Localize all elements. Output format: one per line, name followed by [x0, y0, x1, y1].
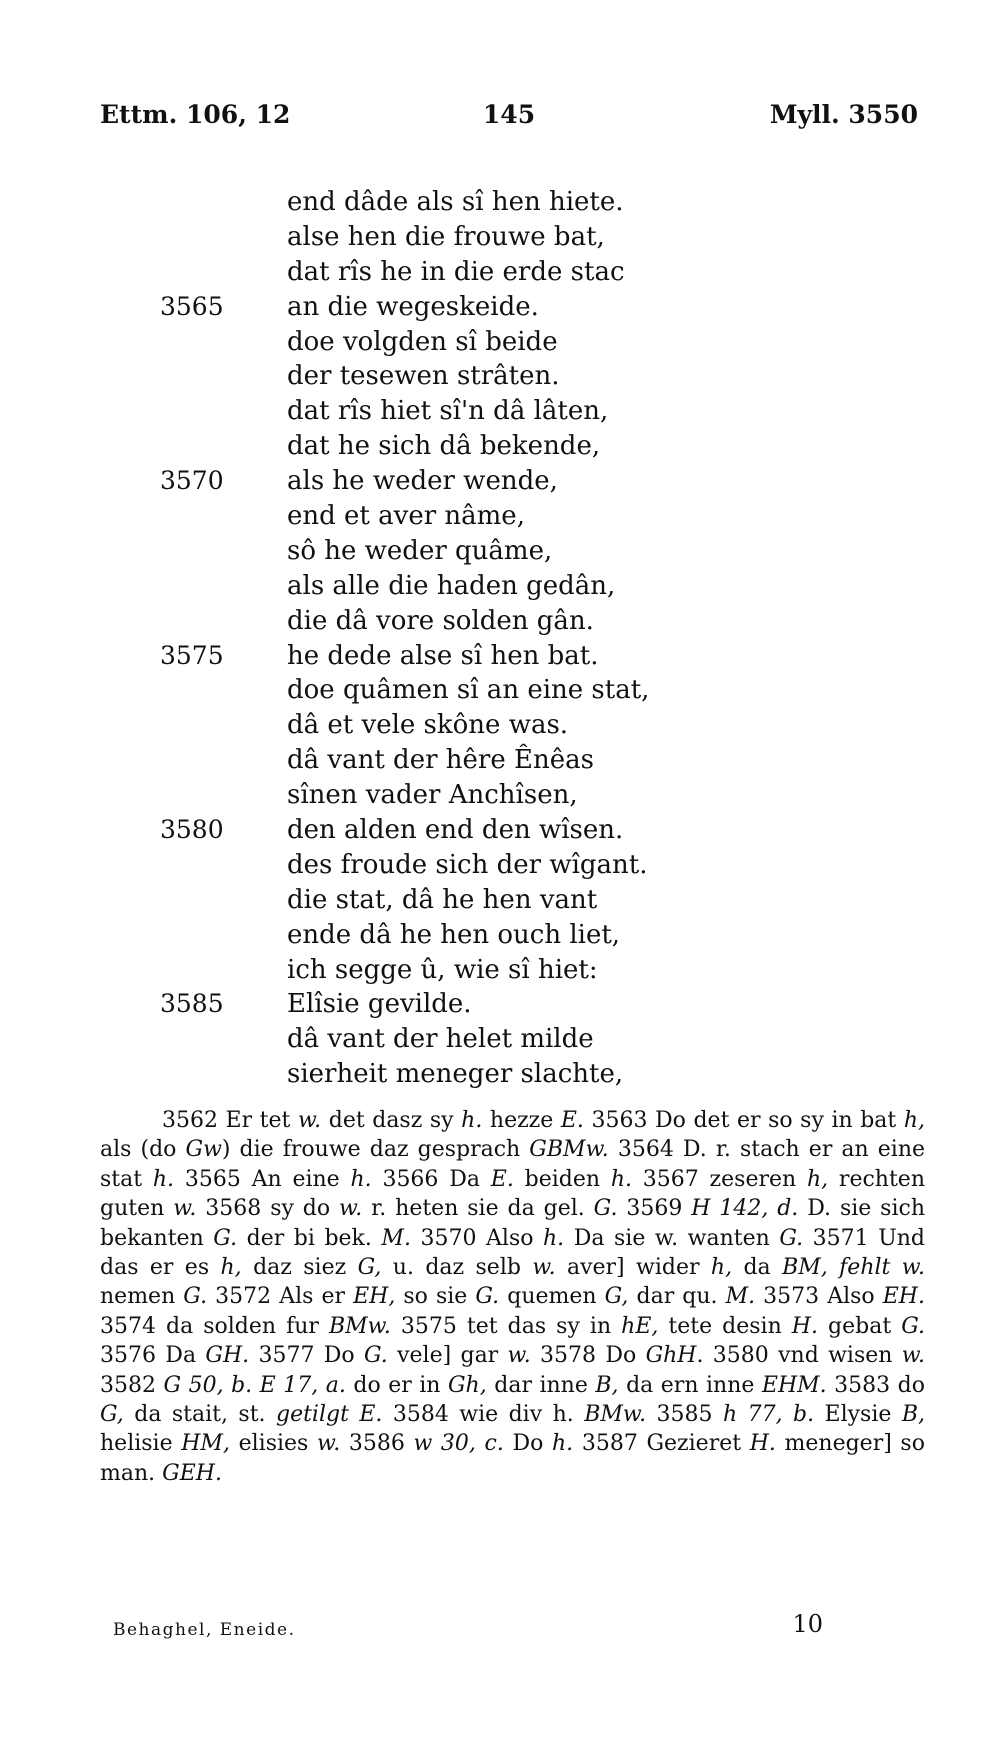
- siglum: EHM.: [761, 1372, 827, 1398]
- apparatus-text: da ern inne: [618, 1372, 762, 1398]
- verse-text-line: he dede alse sî hen bat.: [287, 640, 599, 671]
- verse-line: [160, 325, 760, 360]
- verse-text-line: als he weder wende,: [287, 466, 558, 497]
- siglum: w 30, c.: [413, 1431, 504, 1457]
- siglum: w.: [507, 1343, 531, 1369]
- verse-line: [160, 639, 760, 674]
- verse-number: 3580: [160, 815, 224, 845]
- verse-text-line: dat he sich dâ bekende,: [287, 431, 601, 462]
- apparatus-text: vele] gar: [387, 1343, 508, 1369]
- siglum: H.: [791, 1313, 818, 1339]
- apparatus-text: Da sie w. wanten: [564, 1225, 780, 1251]
- apparatus-text: beiden: [513, 1166, 611, 1192]
- apparatus-text: 3576 Da: [100, 1343, 206, 1369]
- siglum: h.: [152, 1166, 175, 1192]
- apparatus-text: 3578 Do: [530, 1343, 646, 1369]
- verse-text-line: end dâde als sî hen hiete.: [287, 187, 624, 217]
- apparatus-text: 3568 sy do: [196, 1196, 340, 1222]
- verse-line: [160, 534, 760, 569]
- apparatus-text: da: [732, 1255, 783, 1281]
- siglum: GH.: [205, 1343, 250, 1369]
- verse-line: [160, 394, 760, 429]
- siglum: G.: [213, 1225, 238, 1251]
- verse-text-line: sînen vader Anchîsen,: [287, 780, 578, 811]
- siglum: G.: [779, 1225, 804, 1251]
- page-footer: [113, 1610, 823, 1650]
- verse-text-line: sierheit meneger slachte,: [287, 1059, 624, 1090]
- apparatus-text: nemen: [100, 1284, 184, 1310]
- verse-line: [160, 464, 760, 499]
- siglum: G,: [357, 1255, 382, 1281]
- apparatus-text: daz siez: [241, 1255, 358, 1281]
- verse-text-line: dat rîs he in die erde stac: [287, 256, 625, 287]
- siglum: BMw.: [328, 1313, 391, 1339]
- apparatus-text: u. daz selb: [381, 1255, 533, 1281]
- siglum: h 77, b.: [722, 1402, 815, 1428]
- siglum: Gh,: [447, 1372, 487, 1398]
- apparatus-text: helisie: [100, 1431, 182, 1457]
- siglum: getilgt E.: [275, 1402, 383, 1428]
- apparatus-text: 3565 An eine: [174, 1166, 351, 1192]
- siglum: EH.: [882, 1284, 925, 1310]
- verse-text-line: der tesewen strâten.: [287, 361, 560, 392]
- verse-text: [160, 185, 760, 1092]
- verse-text-line: Elîsie gevilde.: [287, 989, 472, 1020]
- siglum: h.: [543, 1225, 565, 1251]
- verse-text-line: sô he weder quâme,: [287, 535, 553, 566]
- verse-line: [160, 1022, 760, 1057]
- apparatus-text: 3583 do: [826, 1372, 926, 1398]
- apparatus-text: der bi bek.: [237, 1225, 382, 1251]
- verse-line: [160, 953, 760, 988]
- verse-line: [160, 255, 760, 290]
- apparatus-text: 3567 zeseren: [631, 1166, 807, 1192]
- apparatus-text: 3587 Gezieret: [573, 1431, 750, 1457]
- verse-text-line: ich segge û, wie sî hiet:: [287, 954, 598, 985]
- verse-text-line: die dâ vore solden gân.: [287, 605, 594, 636]
- verse-text-line: ende dâ he hen ouch liet,: [287, 919, 621, 950]
- apparatus-text: so sie: [395, 1284, 476, 1310]
- siglum: h.: [552, 1431, 574, 1457]
- running-header: [100, 100, 918, 140]
- verse-line: [160, 918, 760, 953]
- verse-line: [160, 883, 760, 918]
- siglum: BM, fehlt w.: [782, 1255, 925, 1281]
- apparatus-text: quemen: [499, 1284, 605, 1310]
- siglum: HM,: [181, 1431, 230, 1457]
- verse-text-line: doe volgden sî beide: [287, 326, 558, 357]
- siglum: h.: [610, 1166, 632, 1192]
- apparatus-text: det dasz sy: [321, 1108, 462, 1133]
- siglum: G,: [100, 1402, 124, 1428]
- header-left-reference: Ettm. 106, 12: [100, 100, 291, 129]
- apparatus-text: 3564 D. r. stach er an eine stat: [100, 1137, 926, 1192]
- siglum: G.: [363, 1343, 388, 1369]
- apparatus-text: dar inne: [486, 1372, 596, 1398]
- apparatus-text: 3573 Also: [755, 1284, 883, 1310]
- apparatus-text: 3570 Also: [410, 1225, 544, 1251]
- siglum: G.: [183, 1284, 208, 1310]
- siglum: w.: [532, 1255, 556, 1281]
- apparatus-text: tete desin: [658, 1313, 792, 1339]
- siglum: BMw.: [584, 1402, 647, 1428]
- apparatus-text: 3584 wie div h.: [382, 1402, 585, 1428]
- sheet-number: 10: [792, 1610, 823, 1638]
- verse-text-line: dâ vant der helet milde: [287, 1024, 594, 1055]
- apparatus-text: 3580 vnd wisen: [703, 1343, 902, 1369]
- verse-text-line: doe quâmen sî an eine stat,: [287, 675, 650, 706]
- verse-text-line: end et aver nâme,: [287, 501, 525, 532]
- apparatus-text: da stait, st.: [123, 1402, 276, 1428]
- apparatus-text: 3562 Er tet: [162, 1108, 298, 1133]
- siglum: Gw: [185, 1137, 222, 1163]
- siglum: GEH.: [162, 1460, 222, 1486]
- page-number: 145: [482, 100, 536, 129]
- apparatus-text: als (do: [100, 1137, 186, 1163]
- verse-line: [160, 220, 760, 255]
- verse-number: 3585: [160, 989, 224, 1019]
- siglum: B,: [595, 1372, 619, 1398]
- siglum: h,: [220, 1255, 242, 1281]
- verse-text-line: alse hen die frouwe bat,: [287, 221, 605, 252]
- siglum: w.: [297, 1108, 322, 1133]
- siglum: G.: [475, 1284, 500, 1310]
- apparatus-text: 3586: [340, 1431, 414, 1457]
- siglum: w.: [901, 1343, 925, 1369]
- verse-line: [160, 848, 760, 883]
- apparatus-text: 3574 da solden fur: [100, 1313, 329, 1339]
- critical-apparatus: [100, 1106, 925, 1488]
- siglum: h,: [710, 1255, 733, 1281]
- siglum: H.: [749, 1431, 776, 1457]
- apparatus-text: 3572 Als er: [207, 1284, 354, 1310]
- apparatus-text: meneger] so man.: [100, 1431, 925, 1486]
- verse-line: [160, 569, 760, 604]
- verse-line: [160, 778, 760, 813]
- apparatus-text: hezze: [482, 1108, 561, 1133]
- verse-line: [160, 290, 760, 325]
- verse-number: 3575: [160, 640, 224, 670]
- apparatus-text: 3566 Da: [371, 1166, 491, 1192]
- apparatus-text: elisies: [229, 1431, 317, 1457]
- siglum: hE,: [621, 1313, 659, 1339]
- verse-text-line: an die wegeskeide.: [287, 291, 539, 322]
- apparatus-text: 3563 Do det er so sy in bat: [583, 1108, 904, 1133]
- siglum: h.: [461, 1108, 483, 1133]
- verse-text-line: den alden end den wîsen.: [287, 815, 624, 846]
- verse-text-line: dâ vant der hêre Ênêas: [287, 745, 594, 776]
- verse-line: [160, 499, 760, 534]
- verse-text-line: die stat, dâ he hen vant: [287, 884, 598, 915]
- verse-text-line: des froude sich der wîgant.: [287, 849, 648, 880]
- apparatus-text: 3571 Und das er es: [100, 1225, 925, 1281]
- siglum: H 142, d.: [691, 1196, 799, 1222]
- siglum: h,: [903, 1108, 925, 1133]
- verse-line: [160, 813, 760, 848]
- verse-line: [160, 604, 760, 639]
- siglum: G.: [593, 1196, 618, 1222]
- verse-number: 3570: [160, 466, 224, 496]
- verse-text-line: dat rîs hiet sî'n dâ lâten,: [287, 396, 609, 427]
- siglum: M.: [381, 1225, 411, 1251]
- apparatus-text: D. sie sich bekanten: [100, 1196, 926, 1251]
- apparatus-text: ) die frouwe daz gesprach: [221, 1137, 530, 1163]
- verse-line: [160, 673, 760, 708]
- verse-line: [160, 1057, 760, 1092]
- apparatus-text: aver] wider: [555, 1255, 711, 1281]
- verse-text-line: dâ et vele skône was.: [287, 710, 569, 741]
- verse-line: [160, 185, 760, 220]
- apparatus-text: rechten guten: [100, 1166, 925, 1222]
- apparatus-text: dar qu.: [628, 1284, 726, 1310]
- verse-line: [160, 743, 760, 778]
- apparatus-text: Elysie: [814, 1402, 902, 1428]
- siglum: G,: [604, 1284, 629, 1310]
- siglum: EH,: [353, 1284, 396, 1310]
- siglum: w.: [316, 1431, 341, 1457]
- siglum: E.: [490, 1166, 514, 1192]
- apparatus-text: gebat: [817, 1313, 902, 1339]
- apparatus-text: 3585: [646, 1402, 723, 1428]
- apparatus-text: 3569: [617, 1196, 692, 1222]
- apparatus-text: Do: [503, 1431, 553, 1457]
- siglum: B,: [901, 1402, 925, 1428]
- apparatus-text: 3575 tet das sy in: [390, 1313, 622, 1339]
- siglum: E.: [560, 1108, 584, 1133]
- siglum: w.: [339, 1196, 363, 1222]
- verse-number: 3565: [160, 291, 224, 321]
- siglum: M.: [725, 1284, 756, 1310]
- signature-mark: Behaghel, Eneide.: [113, 1620, 296, 1640]
- apparatus-text: r. heten sie da gel.: [362, 1196, 594, 1222]
- siglum: GBMw.: [529, 1137, 609, 1163]
- apparatus-paragraph: [100, 1106, 925, 1488]
- apparatus-text: do er in: [345, 1372, 448, 1398]
- siglum: G 50, b. E 17, a.: [163, 1372, 346, 1398]
- verse-text-line: als alle die haden gedân,: [287, 570, 616, 601]
- verse-line: [160, 359, 760, 394]
- siglum: h.: [350, 1166, 372, 1192]
- siglum: w.: [173, 1196, 197, 1222]
- header-right-reference: Myll. 3550: [769, 100, 918, 129]
- verse-line: [160, 708, 760, 743]
- siglum: h,: [806, 1166, 829, 1192]
- verse-line: [160, 429, 760, 464]
- apparatus-text: 3582: [100, 1372, 164, 1398]
- verse-line: [160, 987, 760, 1022]
- apparatus-text: 3577 Do: [249, 1343, 364, 1369]
- siglum: GhH.: [645, 1343, 704, 1369]
- siglum: G.: [901, 1313, 925, 1339]
